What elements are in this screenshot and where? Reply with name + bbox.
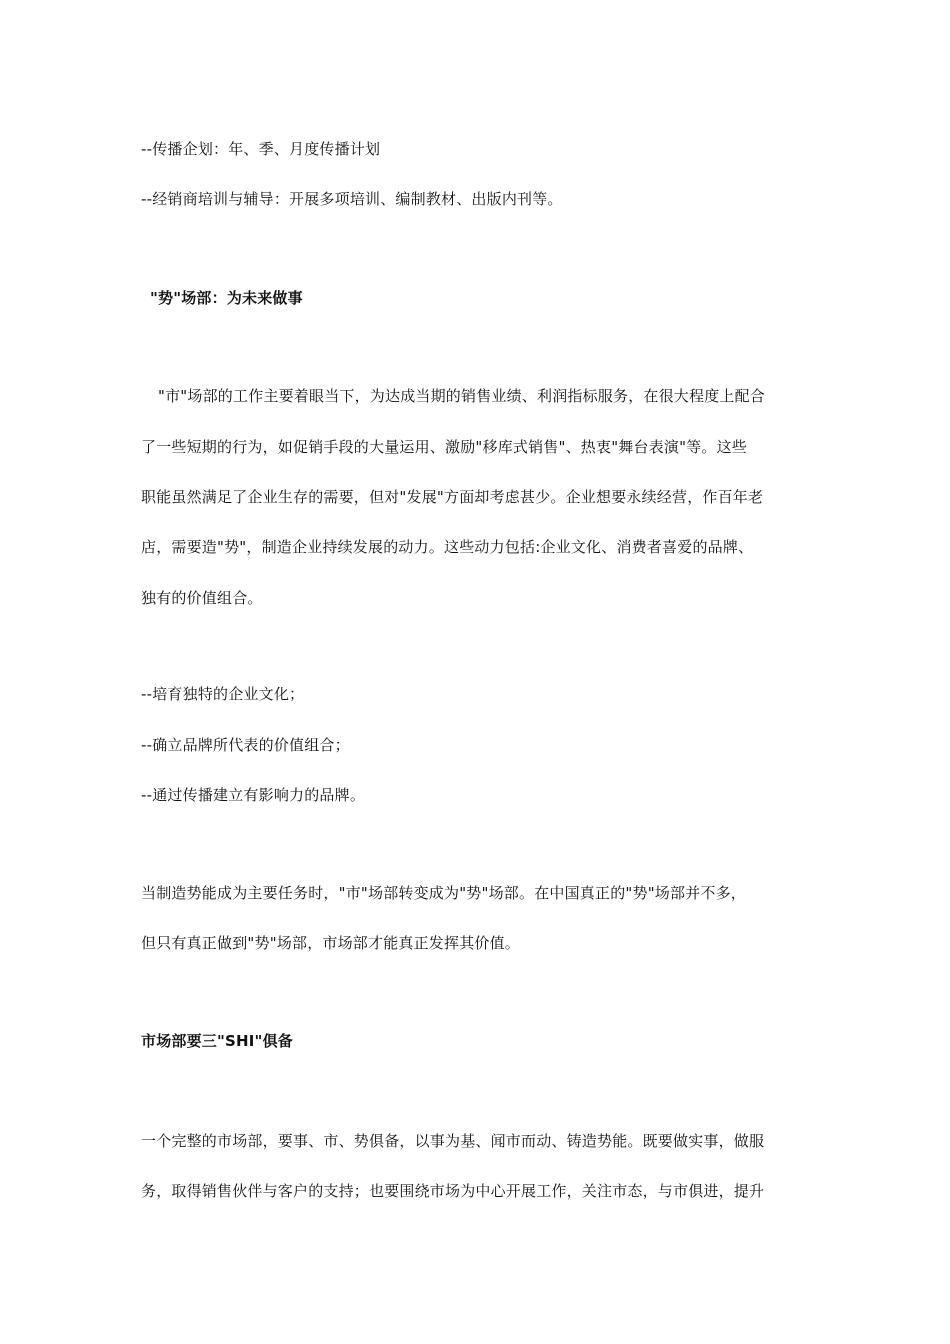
list-item: --确立品牌所代表的价值组合； [141,736,350,754]
section-heading-three-shi: 市场部要三"SHI"俱备 [141,1032,293,1050]
list-item: --通过传播建立有影响力的品牌。 [141,786,366,804]
list-item: --经销商培训与辅导：开展多项培训、编制教材、出版内刊等。 [141,190,563,208]
list-item: --培育独特的企业文化； [141,685,305,703]
paragraph-line: 了一些短期的行为，如促销手段的大量运用、激励"移库式销售"、热衷"舞台表演"等。这些 [141,438,748,456]
section-heading-shi: "势"场部：为未来做事 [150,289,303,307]
paragraph-line: 店，需要造"势"，制造企业持续发展的动力。这些动力包括:企业文化、消费者喜爱的品牌、 [141,538,754,556]
paragraph-line: 但只有真正做到"势"场部，市场部才能真正发挥其价值。 [141,934,521,952]
paragraph-line: "市"场部的工作主要着眼当下，为达成当期的销售业绩、利润指标服务，在很大程度上配合 [158,387,766,405]
paragraph-line: 独有的价值组合。 [141,589,263,607]
paragraph-line: 当制造势能成为主要任务时，"市"场部转变成为"势"场部。在中国真正的"势"场部并不多， [141,884,747,902]
paragraph-line: 一个完整的市场部，要事、市、势俱备，以事为基、闻市而动、铸造势能。既要做实事，做服 [141,1132,765,1150]
paragraph-line: 职能虽然满足了企业生存的需要，但对"发展"方面却考虑甚少。企业想要永续经营，作百年老 [141,488,764,506]
paragraph-line: 务，取得销售伙伴与客户的支持；也要围绕市场为中心开展工作，关注市态，与市俱进，提升 [141,1182,765,1200]
list-item: --传播企划：年、季、月度传播计划 [141,140,381,158]
